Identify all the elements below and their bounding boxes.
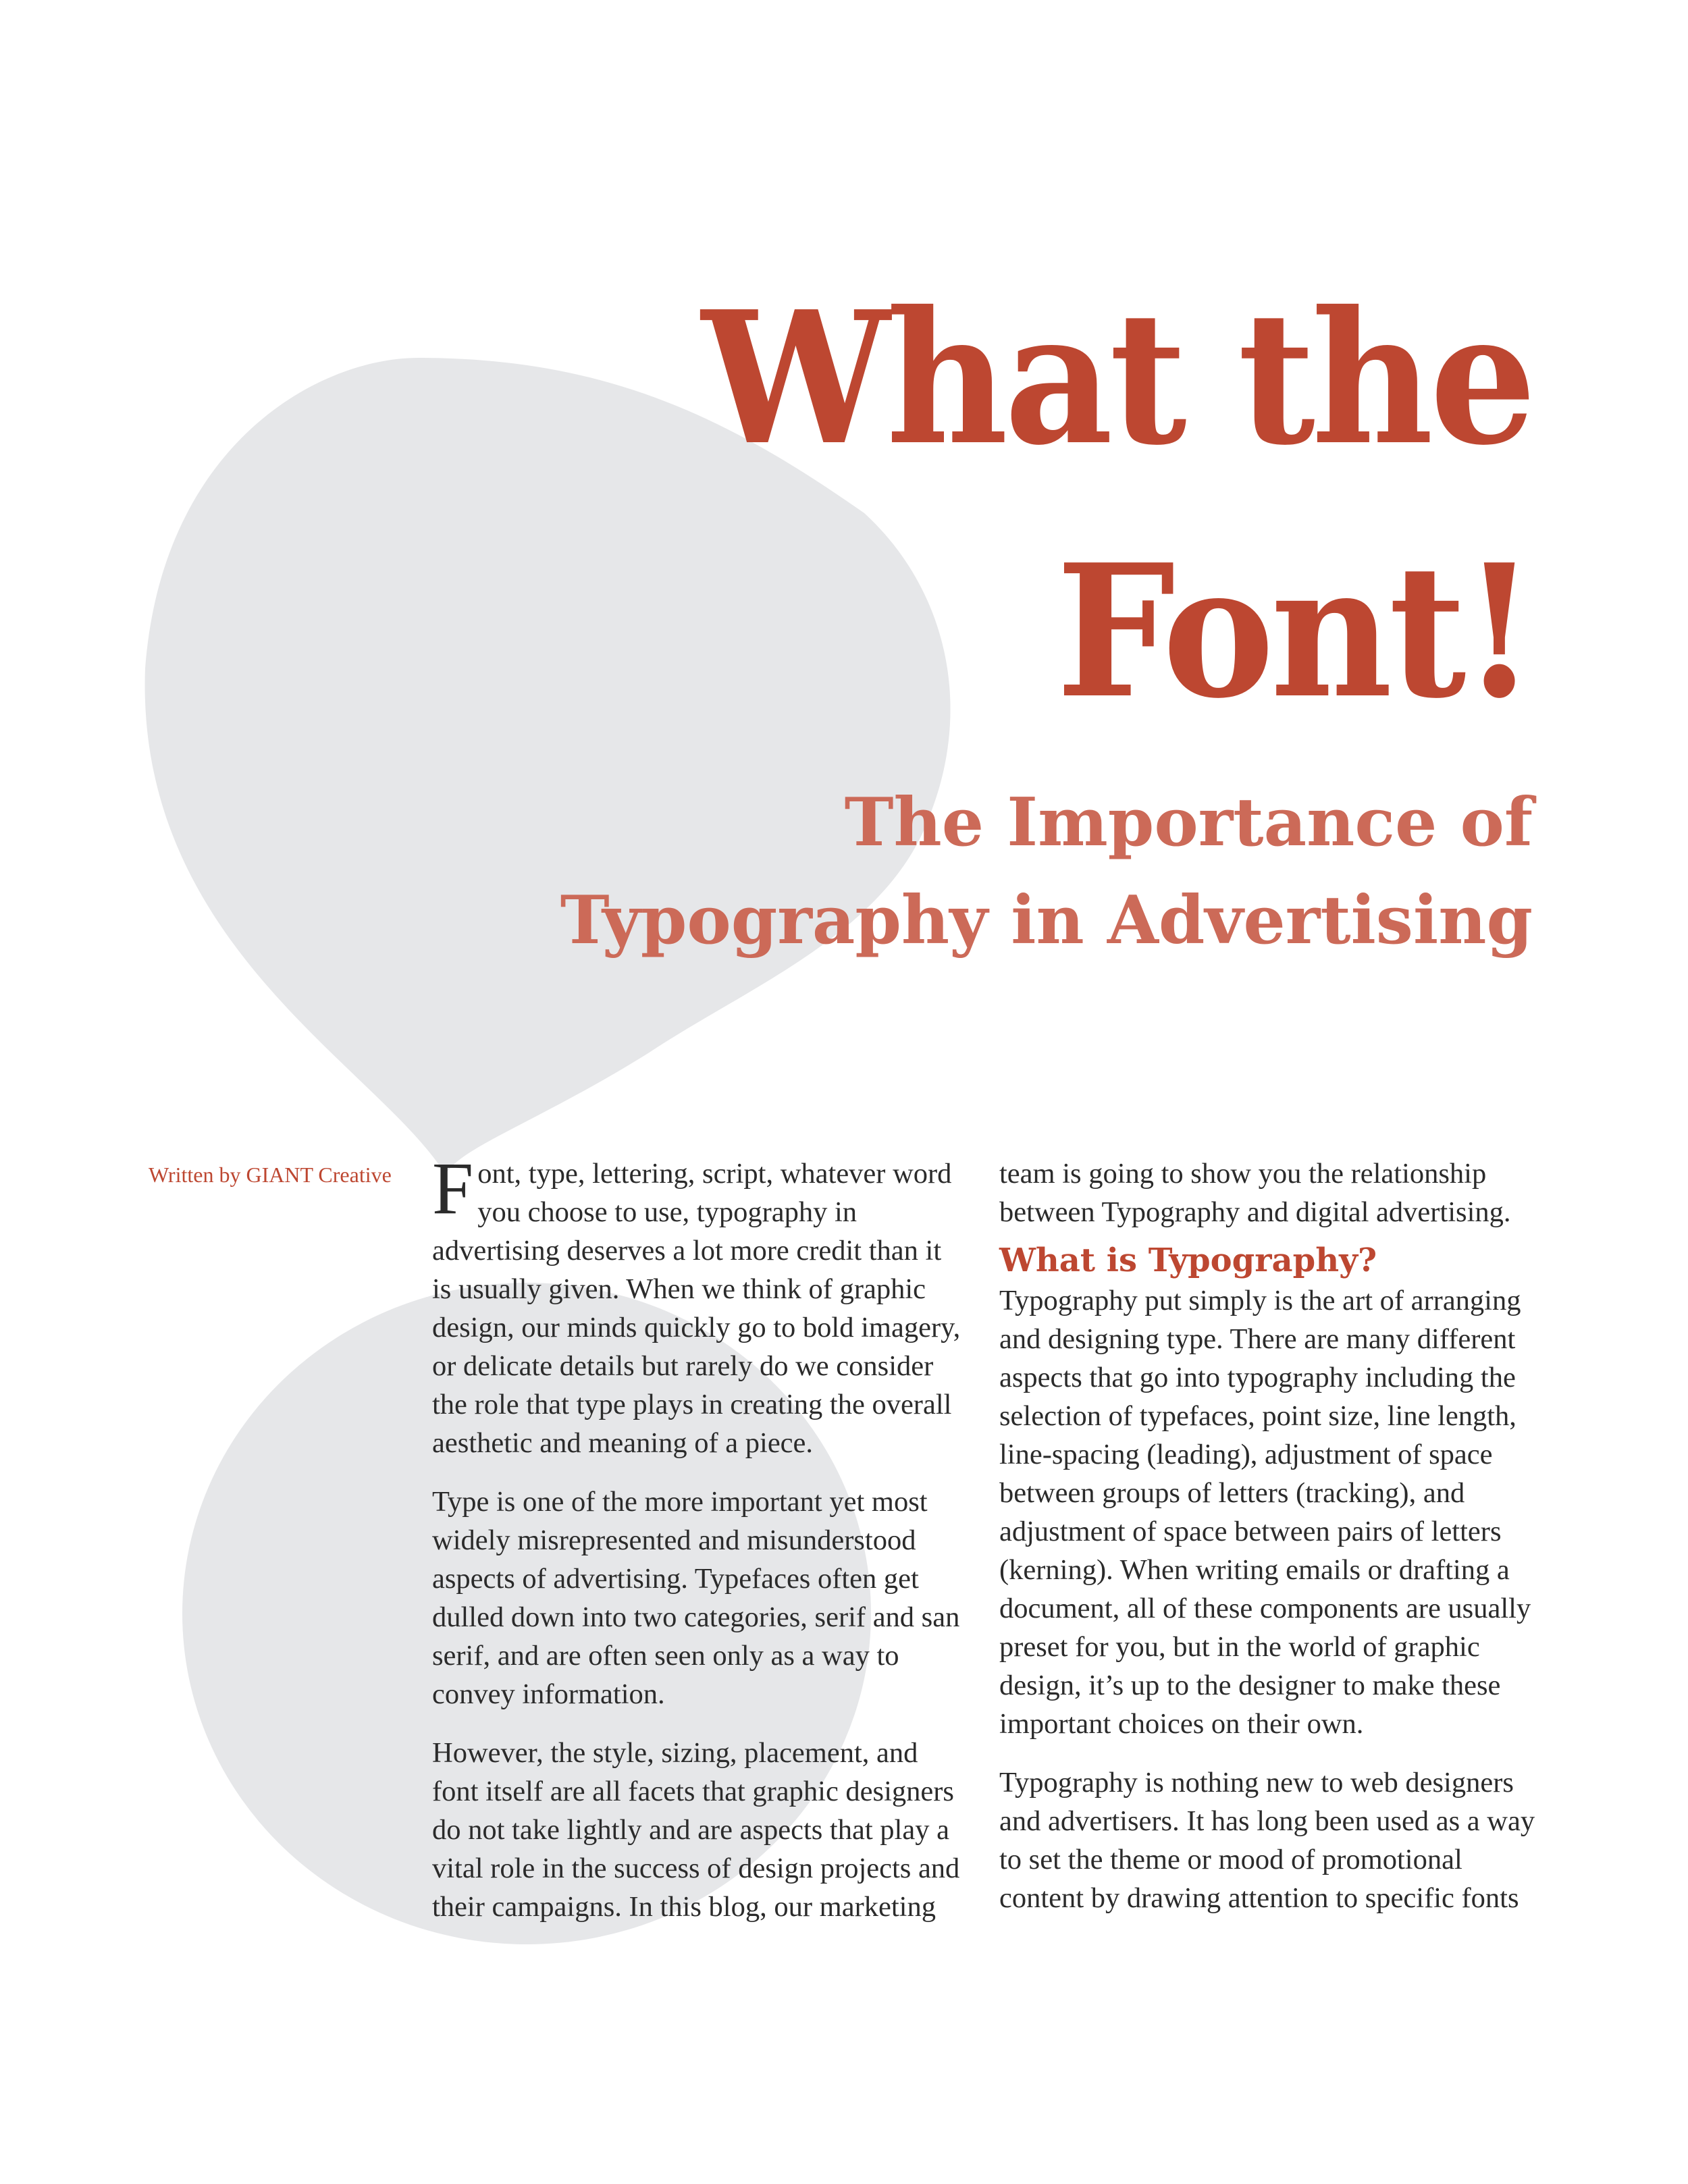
article-paragraph-5: Typography is nothing new to web designers and advertisers. It has long been used as a way to set the theme or mood of promotional content by drawing attention to specific fonts — [999, 1767, 1535, 1914]
paragraph-1-text: ont, type, lettering, script, whatever word you choose to use, typography in advertising deserves a lot more credit than it is usually given. When we think of graphic design, our minds quickly go to bold imagery, or delicate details but rarely do we consider the role that type plays in creating the overall aesthetic and meaning of a piece. — [432, 1158, 961, 1459]
drop-cap: F — [432, 1147, 474, 1229]
article-paragraph-3: However, the style, sizing, placement, and font itself are all facets that graphic designers do not take lightly and are aspects that play a vital role in the success of design projects and their campaigns. In this blog, our marketing — [432, 1737, 960, 1923]
article-paragraph-4: Typography put simply is the art of arranging and designing type. There are many different aspects that go into typography including the selection of typefaces, point size, line length, line-spacing (leading), adjustment of space between groups of letters (tracking), and adjustment of space between pairs of letters (kerning). When writing emails or drafting a document, all of these components are usually preset for you, but in the world of graphic design, it’s up to the designer to make these important choices on their own. — [999, 1285, 1531, 1740]
title-line-1: What the — [702, 271, 1533, 485]
subtitle-line-2: Typography in Advertising — [560, 882, 1533, 959]
article-paragraph-1 — [432, 1147, 966, 1462]
article-column-right — [999, 1154, 1539, 1938]
subtitle-line-1: The Importance of — [844, 784, 1533, 861]
article-paragraph-2: Type is one of the more important yet most widely misrepresented and misunderstood aspects of advertising. Typefaces often get dulled down into two categories, serif and san serif, and are often seen only as a way to convey information. — [432, 1486, 960, 1710]
title-line-2: Font! — [1056, 524, 1533, 739]
article-column-left — [432, 1147, 966, 1946]
author-byline: Written by GIANT Creative — [149, 1163, 392, 1187]
section-heading: What is Typography? — [999, 1242, 1377, 1279]
article-paragraph-3-continued: team is going to show you the relationship between Typography and digital advertising. — [999, 1158, 1511, 1228]
